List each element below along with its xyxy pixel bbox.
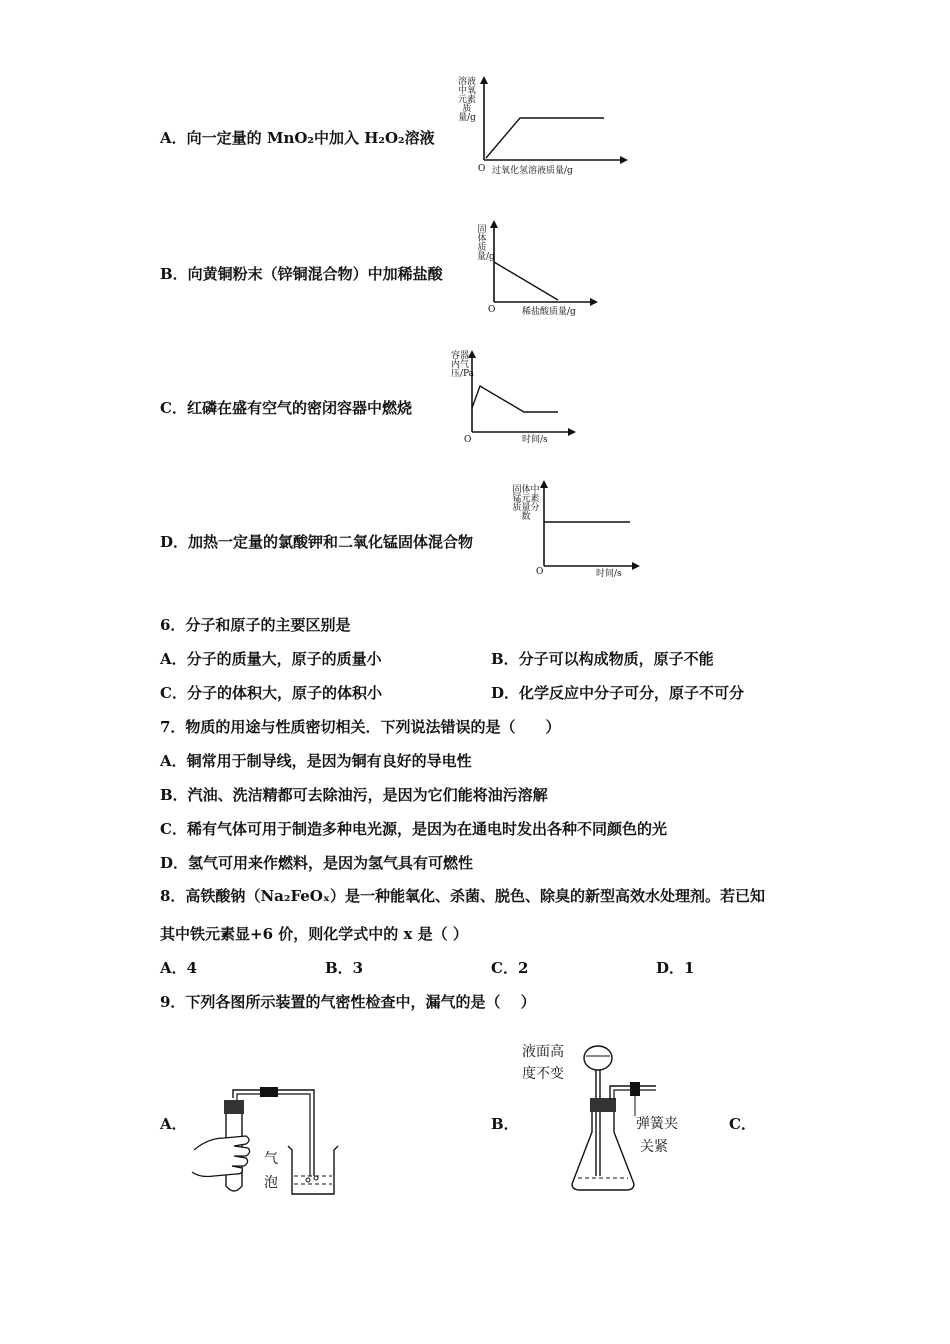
q9-option-b: B． <box>491 1115 519 1133</box>
graph-d-ylabel: 固体中锰元素质量分数 <box>512 485 540 522</box>
q7-option-a: A．铜常用于制导线，是因为铜有良好的导电性 <box>160 752 472 770</box>
graph-a-ylabel: 溶液中氧元素质量/g <box>457 77 476 123</box>
graph-a-xlabel: 过氧化氢溶液质量/g <box>492 166 573 176</box>
q9-option-a: A． <box>160 1115 187 1133</box>
graph-d-y-arrow <box>540 480 548 488</box>
q8-option-c: C．2 <box>491 959 529 977</box>
graph-c-y-arrow <box>468 350 476 358</box>
graph-a-svg <box>476 78 636 178</box>
q6-option-b: B．分子可以构成物质，原子不能 <box>491 650 714 668</box>
q7-stem: 7．物质的用途与性质密切相关．下列说法错误的是（ ） <box>160 718 561 736</box>
figure-b-stopper <box>590 1098 616 1112</box>
figure-a-beaker <box>288 1146 338 1194</box>
graph-a-curve <box>486 118 604 158</box>
figure-a-stopper <box>224 1100 244 1114</box>
graph-b-x-arrow <box>590 298 598 306</box>
graph-c-x-arrow <box>568 428 576 436</box>
graph-a-x-arrow <box>620 156 628 164</box>
graph-b-curve <box>494 262 558 300</box>
graph-b-ylabel: 固体质量/g <box>477 225 495 262</box>
figure-a-bubble-label-2: 泡 <box>264 1175 278 1191</box>
graph-d-xlabel: 时间/s <box>596 569 622 579</box>
figure-b-level-label-2: 度不变 <box>522 1066 564 1082</box>
q8-option-a: A．4 <box>160 959 198 977</box>
q5-option-b-label: B．向黄铜粉末（锌铜混合物）中加稀盐酸 <box>160 265 443 283</box>
q7-option-c: C．稀有气体可用于制造多种电光源，是因为在通电时发出各种不同颜色的光 <box>160 820 667 838</box>
graph-b-xlabel: 稀盐酸质量/g <box>522 307 576 317</box>
graph-b-svg <box>486 220 606 310</box>
figure-a-bubble-label-1: 气 <box>264 1151 278 1167</box>
graph-c-origin: O <box>464 435 472 445</box>
q6-option-c: C．分子的体积大，原子的体积小 <box>160 684 382 702</box>
graph-c-xlabel: 时间/s <box>522 435 548 445</box>
figure-b-spring-clamp <box>630 1082 640 1096</box>
figure-a-bubble <box>306 1178 310 1182</box>
figure-b-clamp-label-2: 关紧 <box>640 1139 668 1155</box>
graph-d-x-arrow <box>632 562 640 570</box>
graph-d-origin: O <box>536 567 544 577</box>
graph-b-origin: O <box>488 305 496 315</box>
q9-option-c: C． <box>729 1115 756 1133</box>
graph-c-ylabel: 容器内气压/Pa <box>451 351 475 379</box>
q8-stem-line2: 其中铁元素显+6 价，则化学式中的 x 是（ ） <box>160 925 468 943</box>
q7-option-d: D．氢气可用来作燃料，是因为氢气具有可燃性 <box>160 854 474 872</box>
q5-option-d-label: D．加热一定量的氯酸钾和二氧化锰固体混合物 <box>160 533 474 551</box>
q7-option-b: B．汽油、洗洁精都可去除油污，是因为它们能将油污溶解 <box>160 786 548 804</box>
q6-option-a: A．分子的质量大，原子的质量小 <box>160 650 382 668</box>
q6-stem: 6．分子和原子的主要区别是 <box>160 616 351 634</box>
graph-c-svg <box>464 350 584 440</box>
graph-c-curve <box>472 386 558 412</box>
q8-option-d: D．1 <box>656 959 695 977</box>
q8-option-b: B．3 <box>325 959 364 977</box>
graph-a-y-arrow <box>480 76 488 84</box>
q9-stem: 9．下列各图所示装置的气密性检查中，漏气的是（ ） <box>160 993 536 1011</box>
q8-stem-line1: 8．高铁酸钠（Na₂FeOₓ）是一种能氧化、杀菌、脱色、除臭的新型高效水处理剂。若已知 <box>160 887 766 905</box>
figure-b-level-label-1: 液面高 <box>522 1044 564 1060</box>
graph-a-origin: O <box>478 164 486 174</box>
q5-option-a-label: A．向一定量的 MnO₂中加入 H₂O₂溶液 <box>160 129 435 147</box>
figure-a-rubber-joint <box>260 1087 278 1097</box>
q6-option-d: D．化学反应中分子可分，原子不可分 <box>491 684 745 702</box>
graph-b-y-arrow <box>490 220 498 228</box>
graph-d-svg <box>536 480 646 575</box>
figure-b-clamp-label-1: 弹簧夹 <box>636 1116 678 1132</box>
figure-b-funnel-bulb <box>584 1046 612 1070</box>
q5-option-c-label: C．红磷在盛有空气的密闭容器中燃烧 <box>160 399 412 417</box>
figure-a-hand <box>192 1136 250 1177</box>
